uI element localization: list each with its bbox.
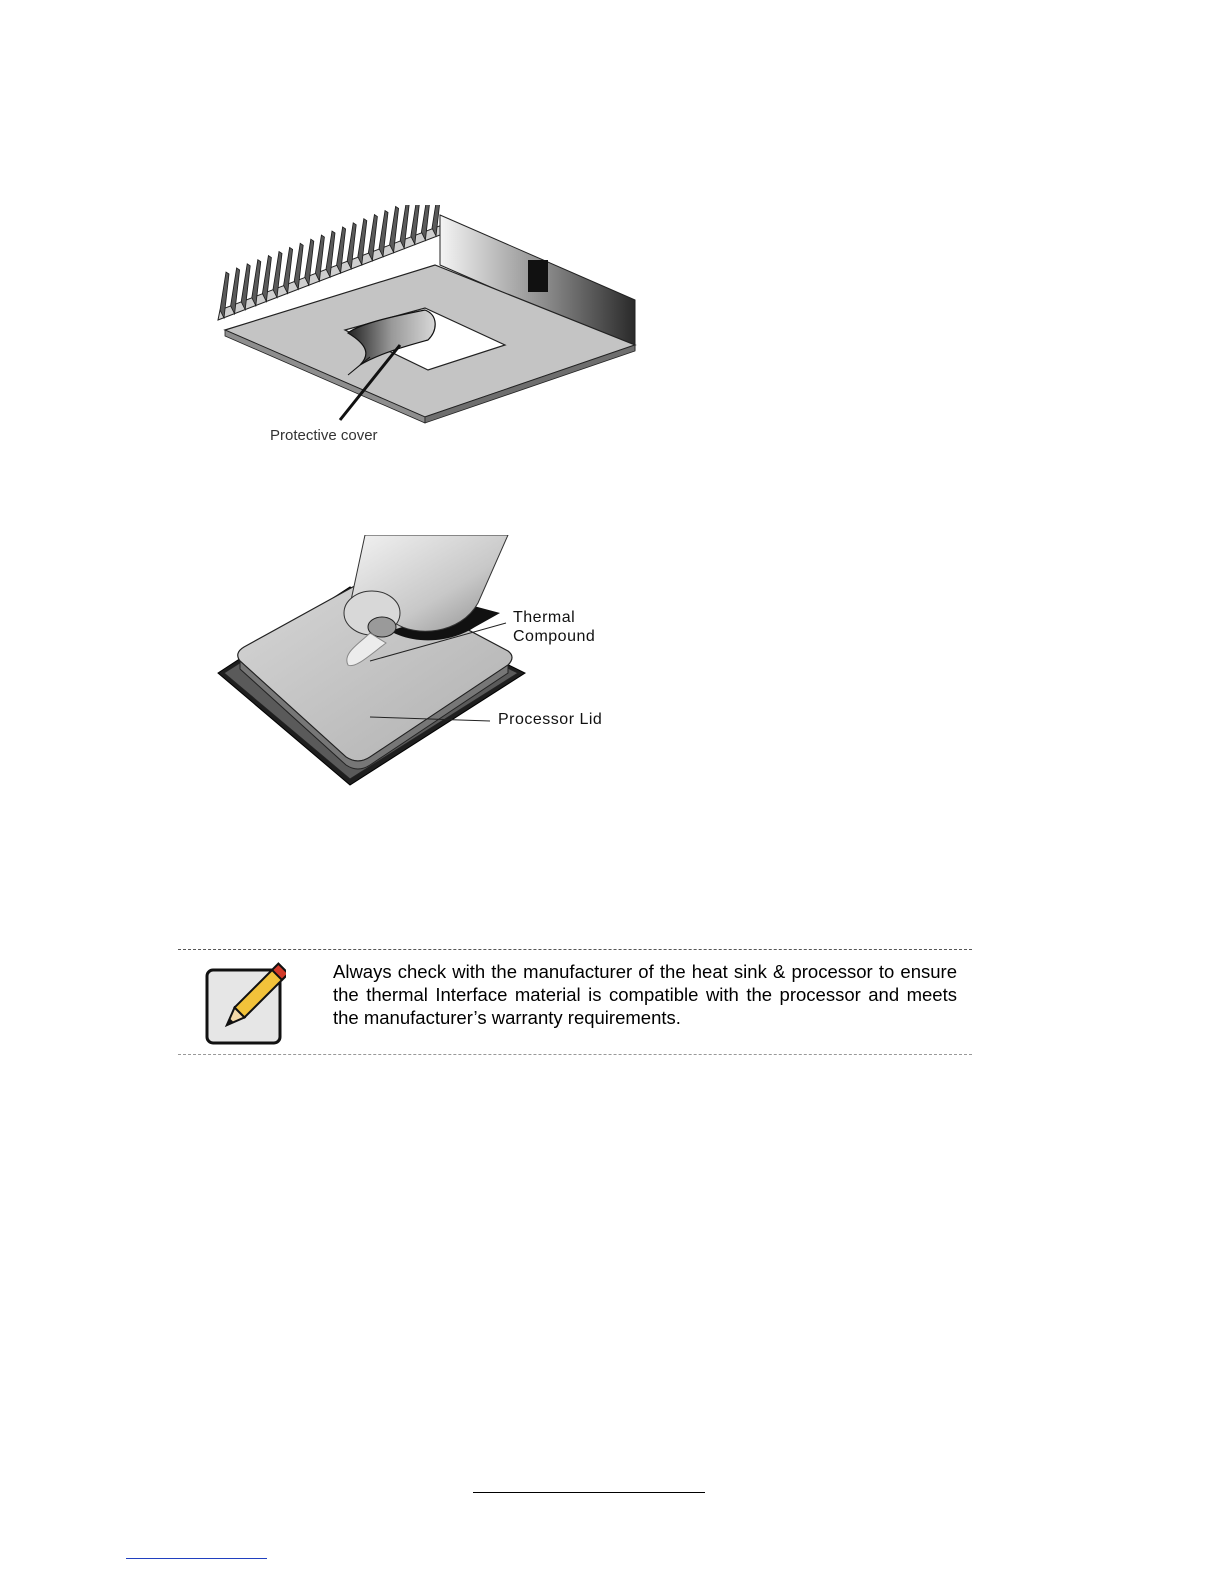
note-bottom-divider (178, 1054, 972, 1055)
footnote-link-underline (126, 1558, 267, 1559)
thermal-compound-label-line2: Compound (513, 628, 596, 645)
note-text: Always check with the manufacturer of the heat sink & processor to ensure the thermal Interface material is compatible with the processor and meets the manufacturer’s warranty requirements. (333, 961, 957, 1028)
pencil-note-icon (204, 960, 286, 1046)
protective-cover-label: Protective cover (270, 427, 378, 444)
heatsink-illustration (210, 205, 650, 465)
footer-rule (473, 1492, 705, 1493)
thermal-compound-label-line1: Thermal (513, 609, 576, 626)
processor-lid-label: Processor Lid (498, 711, 603, 728)
note-top-divider (178, 949, 972, 950)
processor-thermal-compound-illustration (210, 535, 650, 800)
